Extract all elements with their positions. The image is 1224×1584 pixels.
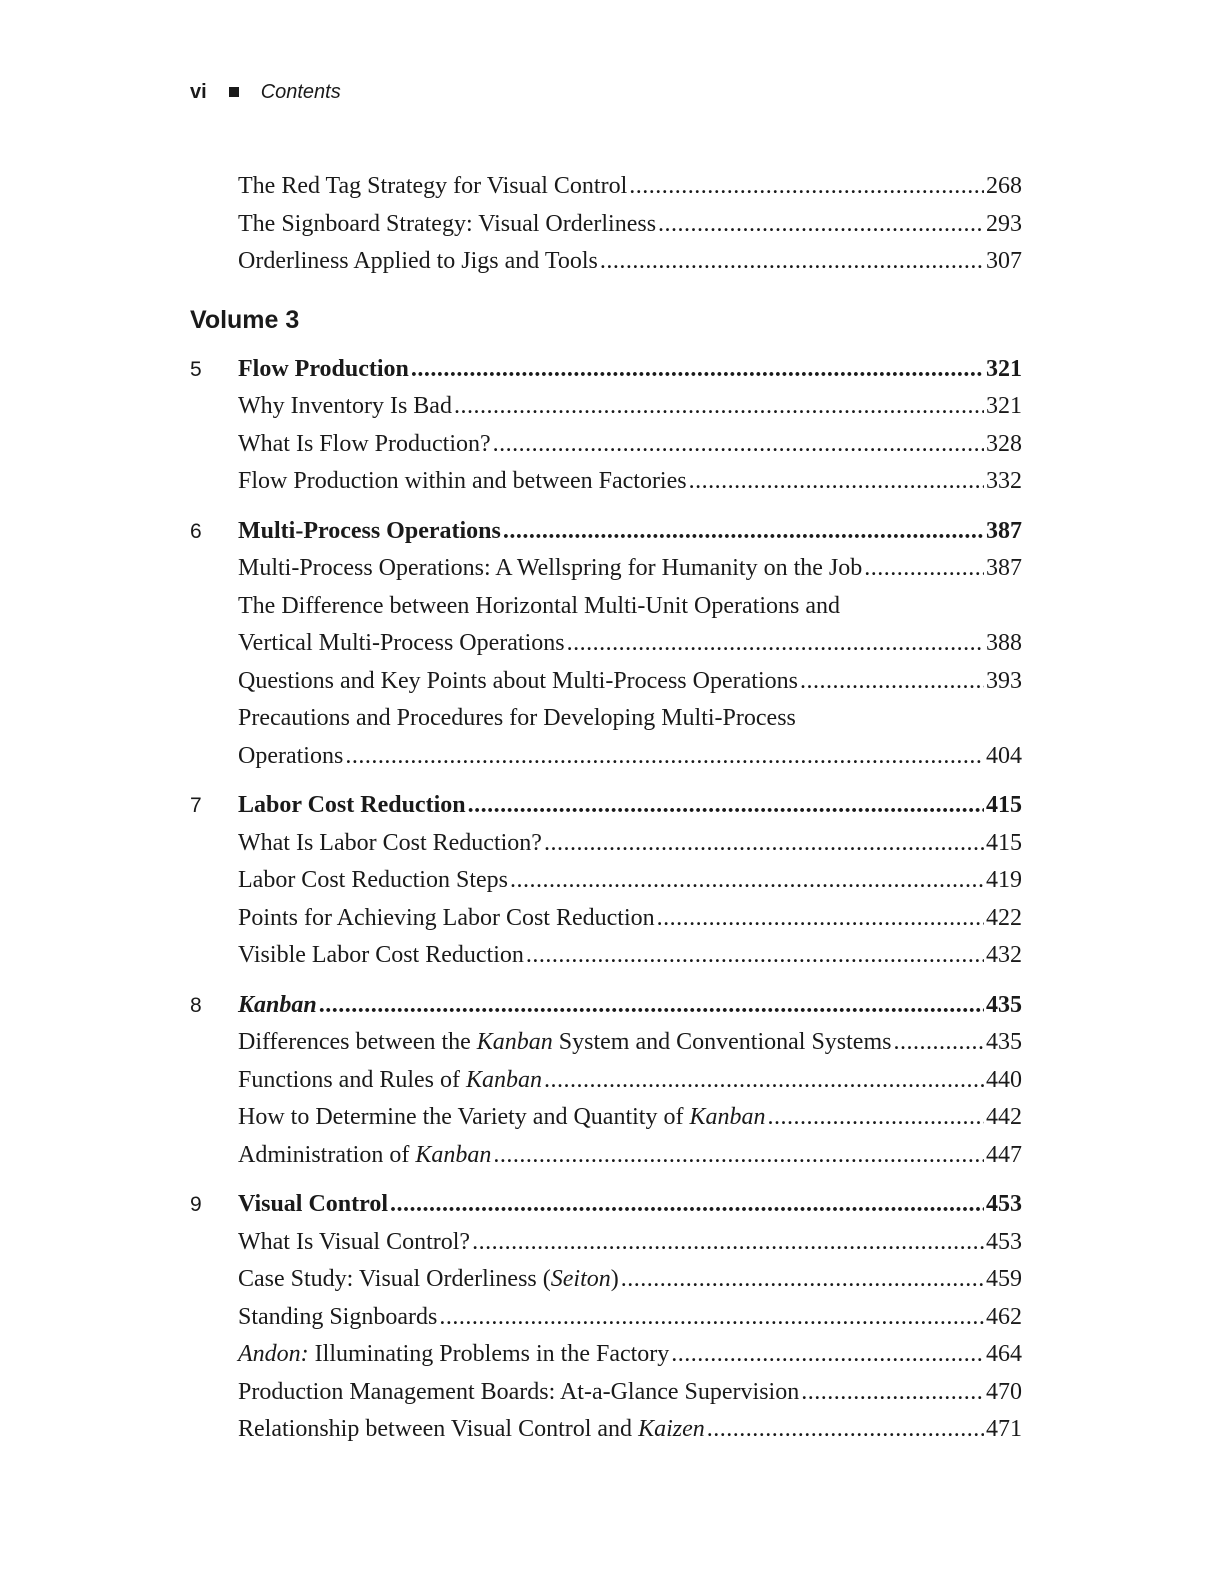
dot-leader bbox=[493, 1137, 984, 1175]
dot-leader bbox=[503, 513, 984, 551]
toc-page-number: 415 bbox=[986, 829, 1022, 856]
toc-page-number: 388 bbox=[986, 630, 1022, 656]
toc-entry-title: Why Inventory Is Bad bbox=[238, 393, 452, 419]
dot-leader bbox=[600, 243, 984, 281]
toc-page-number: 268 bbox=[986, 173, 1022, 199]
toc-entry[interactable] bbox=[190, 825, 1022, 863]
toc-entry-title: Points for Achieving Labor Cost Reduction bbox=[238, 904, 655, 931]
toc-page-number: 422 bbox=[986, 904, 1022, 931]
toc-entry[interactable] bbox=[190, 1336, 1022, 1374]
toc-entry-title: Flow Production within and between Factories bbox=[238, 468, 687, 494]
chapter-number: 9 bbox=[190, 1193, 202, 1216]
dot-leader bbox=[767, 1099, 984, 1137]
dot-leader bbox=[319, 987, 984, 1025]
chapter-number: 6 bbox=[190, 519, 202, 543]
title-italic-term: Kanban bbox=[466, 1066, 543, 1093]
toc-entry[interactable] bbox=[190, 463, 1022, 501]
toc-entry-title bbox=[238, 1411, 705, 1449]
toc-page-number: 332 bbox=[986, 468, 1022, 494]
dot-leader bbox=[801, 1374, 984, 1412]
toc-page-number: 453 bbox=[986, 1228, 1022, 1255]
toc-entry-title: Visible Labor Cost Reduction bbox=[238, 942, 524, 968]
dot-leader bbox=[893, 1024, 984, 1062]
toc-page-number: 387 bbox=[986, 555, 1022, 581]
toc-entry-title: The Signboard Strategy: Visual Orderliness bbox=[238, 210, 657, 237]
toc-entry[interactable] bbox=[190, 937, 1022, 975]
table-of-contents bbox=[190, 168, 1022, 1449]
toc-entry-title: Standing Signboards bbox=[238, 1303, 438, 1330]
toc-entry[interactable] bbox=[190, 625, 1022, 663]
toc-entry[interactable] bbox=[190, 1137, 1022, 1175]
toc-entry-title bbox=[238, 1137, 491, 1175]
chapter-title: Labor Cost Reduction bbox=[238, 792, 466, 818]
toc-entry-line[interactable] bbox=[190, 700, 1022, 738]
dot-leader bbox=[657, 900, 984, 938]
dot-leader bbox=[658, 206, 984, 244]
page-folio: vi bbox=[190, 80, 207, 103]
title-italic-term: Seiton bbox=[550, 1266, 611, 1292]
toc-page-number: 393 bbox=[986, 667, 1022, 694]
toc-entry[interactable] bbox=[190, 1299, 1022, 1337]
toc-chapter[interactable] bbox=[190, 1186, 1022, 1224]
toc-entry[interactable] bbox=[190, 243, 1022, 281]
toc-page-number: 447 bbox=[986, 1141, 1022, 1168]
title-italic-term: Andon: bbox=[238, 1341, 309, 1367]
dot-leader bbox=[439, 1299, 984, 1337]
toc-page-number: 459 bbox=[986, 1266, 1022, 1292]
chapter-title: Flow Production bbox=[238, 355, 409, 382]
toc-entry-title: Production Management Boards: At-a-Glance Supervision bbox=[238, 1378, 800, 1405]
toc-entry[interactable] bbox=[190, 1374, 1022, 1412]
toc-page-number: 435 bbox=[986, 1029, 1022, 1055]
toc-entry-title: Labor Cost Reduction Steps bbox=[238, 867, 508, 893]
dot-leader bbox=[671, 1336, 984, 1374]
toc-entry[interactable] bbox=[190, 426, 1022, 464]
toc-entry[interactable] bbox=[190, 1099, 1022, 1137]
toc-page-number: 415 bbox=[986, 792, 1022, 818]
toc-entry-title: The Difference between Horizontal Multi-Unit Operations and bbox=[238, 592, 841, 619]
title-text: Illuminating Problems in the Factory bbox=[308, 1341, 670, 1367]
dot-leader bbox=[567, 625, 984, 663]
toc-page-number: 471 bbox=[986, 1416, 1022, 1442]
dot-leader bbox=[544, 825, 984, 863]
toc-entry-title: Multi-Process Operations: A Wellspring for Humanity on the Job bbox=[238, 555, 863, 581]
title-text: Relationship between Visual Control and bbox=[238, 1416, 639, 1442]
dot-leader bbox=[411, 351, 984, 389]
toc-page-number: 470 bbox=[986, 1378, 1022, 1405]
dot-leader bbox=[864, 550, 984, 588]
toc-entry-title: What Is Visual Control? bbox=[238, 1228, 471, 1255]
toc-entry-title: What Is Labor Cost Reduction? bbox=[238, 829, 542, 856]
dot-leader bbox=[510, 862, 984, 900]
toc-entry[interactable] bbox=[190, 1224, 1022, 1262]
toc-entry[interactable] bbox=[190, 862, 1022, 900]
dot-leader bbox=[454, 388, 984, 426]
toc-entry[interactable] bbox=[190, 738, 1022, 776]
toc-entry-title bbox=[238, 1336, 669, 1374]
toc-page-number: 440 bbox=[986, 1066, 1022, 1093]
chapter-title: Visual Control bbox=[238, 1191, 389, 1217]
toc-chapter[interactable] bbox=[190, 513, 1022, 551]
square-bullet-icon bbox=[229, 87, 239, 97]
title-text: Differences between the bbox=[238, 1029, 477, 1055]
toc-page-number: 442 bbox=[986, 1104, 1022, 1130]
toc-entry-title bbox=[238, 1024, 891, 1062]
toc-page-number: 419 bbox=[986, 867, 1022, 893]
title-text: ) bbox=[610, 1266, 619, 1292]
toc-page-number: 321 bbox=[986, 355, 1022, 382]
title-text: Case Study: Visual Orderliness ( bbox=[238, 1266, 551, 1292]
dot-leader bbox=[629, 168, 984, 206]
toc-entry-title-continued: Operations bbox=[238, 742, 344, 769]
dot-leader bbox=[468, 787, 984, 825]
toc-entry-title-continued: Vertical Multi-Process Operations bbox=[238, 630, 565, 656]
toc-entry[interactable] bbox=[190, 388, 1022, 426]
toc-entry-title: What Is Flow Production? bbox=[238, 430, 491, 457]
chapter-title: Multi-Process Operations bbox=[238, 517, 501, 544]
title-text: Administration of bbox=[238, 1141, 416, 1168]
volume-heading: Volume 3 bbox=[190, 305, 300, 334]
title-text: Functions and Rules of bbox=[238, 1066, 466, 1093]
dot-leader bbox=[526, 937, 984, 975]
toc-page-number: 404 bbox=[986, 742, 1022, 769]
toc-entry[interactable] bbox=[190, 1062, 1022, 1100]
toc-entry[interactable] bbox=[190, 900, 1022, 938]
toc-entry-title: The Red Tag Strategy for Visual Control bbox=[238, 173, 628, 199]
title-italic-term: Kanban bbox=[476, 1029, 553, 1055]
toc-page-number: 435 bbox=[986, 991, 1022, 1018]
toc-page-number: 387 bbox=[986, 517, 1022, 544]
toc-chapter[interactable] bbox=[190, 351, 1022, 389]
toc-page-number: 293 bbox=[986, 210, 1022, 237]
dot-leader bbox=[800, 663, 984, 701]
toc-entry[interactable] bbox=[190, 663, 1022, 701]
toc-entry-title bbox=[238, 1062, 542, 1100]
dot-leader bbox=[689, 463, 984, 501]
dot-leader bbox=[390, 1186, 984, 1224]
dot-leader bbox=[544, 1062, 984, 1100]
toc-entry[interactable] bbox=[190, 168, 1022, 206]
toc-entry-title: Precautions and Procedures for Developing Multi-Process bbox=[238, 705, 796, 731]
chapter-number: 8 bbox=[190, 993, 202, 1017]
chapter-title: Kanban bbox=[238, 991, 317, 1018]
title-italic-term: Kanban bbox=[689, 1104, 766, 1130]
toc-entry-title: Questions and Key Points about Multi-Process Operations bbox=[238, 667, 798, 694]
title-text: System and Conventional Systems bbox=[552, 1029, 892, 1055]
chapter-number: 5 bbox=[190, 357, 202, 381]
toc-page-number: 453 bbox=[986, 1191, 1022, 1217]
toc-entry[interactable] bbox=[190, 1024, 1022, 1062]
chapter-number: 7 bbox=[190, 794, 202, 817]
toc-entry[interactable] bbox=[190, 1411, 1022, 1449]
title-italic-term: Kaizen bbox=[638, 1416, 705, 1442]
toc-chapter[interactable] bbox=[190, 987, 1022, 1025]
toc-page-number: 462 bbox=[986, 1303, 1022, 1330]
dot-leader bbox=[707, 1411, 984, 1449]
toc-entry-title bbox=[238, 1261, 619, 1299]
toc-entry[interactable] bbox=[190, 550, 1022, 588]
toc-page-number: 328 bbox=[986, 430, 1022, 457]
toc-entry-title bbox=[238, 1099, 765, 1137]
toc-page-number: 464 bbox=[986, 1341, 1022, 1367]
title-italic-term: Kanban bbox=[415, 1141, 492, 1168]
running-head bbox=[190, 78, 341, 106]
toc-page-number: 432 bbox=[986, 942, 1022, 968]
toc-entry-line[interactable] bbox=[190, 588, 1022, 626]
running-head-title: Contents bbox=[260, 80, 341, 103]
toc-page-number: 307 bbox=[986, 248, 1022, 274]
dot-leader bbox=[472, 1224, 984, 1262]
dot-leader bbox=[493, 426, 984, 464]
toc-entry[interactable] bbox=[190, 1261, 1022, 1299]
toc-chapter[interactable] bbox=[190, 787, 1022, 825]
dot-leader bbox=[621, 1261, 984, 1299]
toc-entry[interactable] bbox=[190, 206, 1022, 244]
dot-leader bbox=[345, 738, 984, 776]
toc-entry-title: Orderliness Applied to Jigs and Tools bbox=[238, 248, 598, 274]
toc-page-number: 321 bbox=[986, 393, 1022, 419]
title-text: How to Determine the Variety and Quantity of bbox=[238, 1104, 690, 1130]
